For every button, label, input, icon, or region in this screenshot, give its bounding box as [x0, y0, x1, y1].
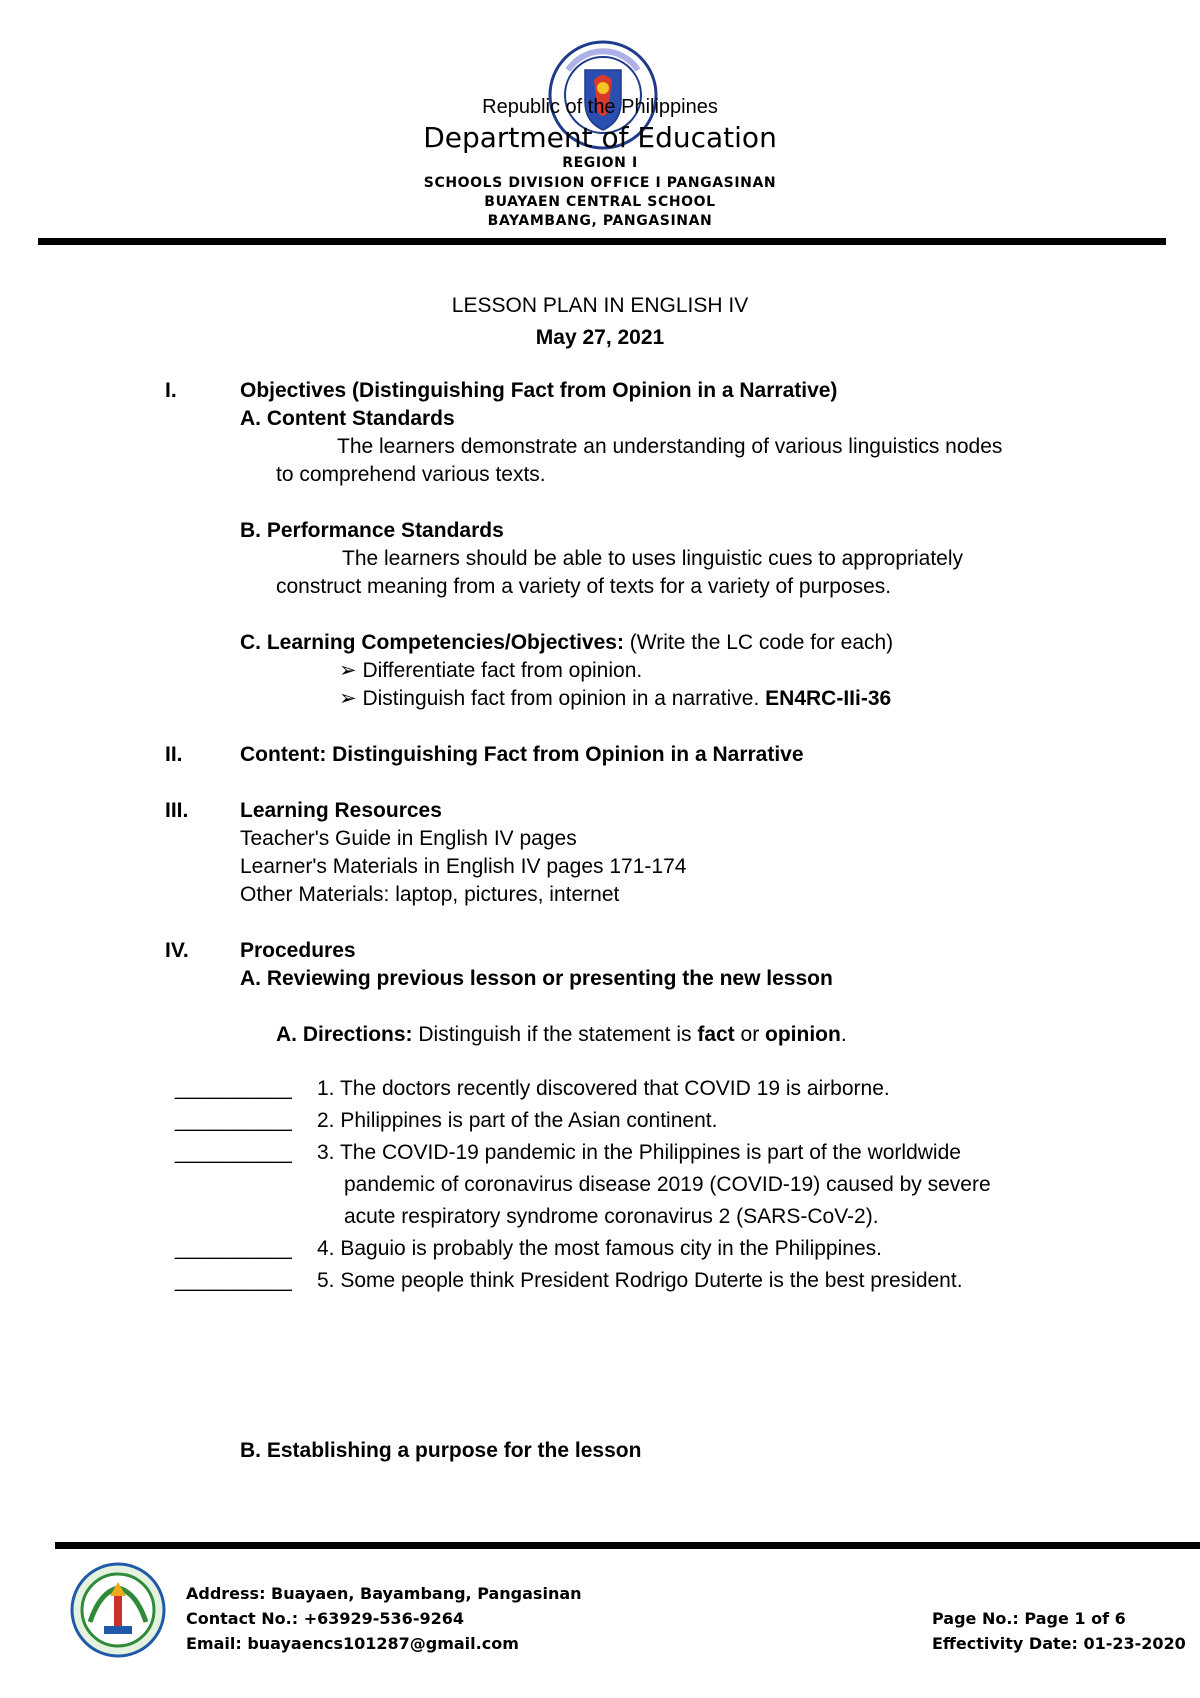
section-num-content: II. — [165, 743, 183, 766]
section-num-objectives: I. — [165, 379, 177, 402]
section-num-resources: III. — [165, 799, 189, 822]
directions-opinion: opinion — [765, 1023, 841, 1046]
exercise-item: 2. Philippines is part of the Asian continent. — [317, 1109, 718, 1132]
exercise-item: 1. The doctors recently discovered that COVID 19 is airborne. — [317, 1077, 890, 1100]
header-region: REGION I — [562, 155, 638, 171]
exercise-item: 4. Baguio is probably the most famous city in the Philippines. — [317, 1237, 882, 1260]
content-standards-line1: The learners demonstrate an understanding of various linguistics nodes — [337, 435, 1003, 458]
procedure-sub-a: A. Reviewing previous lesson or presenting the new lesson — [240, 967, 833, 990]
competency-text-1: Differentiate fact from opinion. — [362, 659, 643, 682]
competency-item-1 — [339, 657, 642, 685]
document-date: May 27, 2021 — [535, 326, 665, 349]
competencies-line — [240, 629, 893, 657]
footer-page-number: Page No.: Page 1 of 6 — [932, 1609, 1126, 1628]
directions-or: or — [734, 1023, 766, 1046]
header-divider — [38, 238, 1166, 245]
header-school: BUAYAEN CENTRAL SCHOOL — [484, 194, 716, 210]
competency-text-2: Distinguish fact from opinion in a narrative. — [362, 687, 766, 710]
arrow-bullet-icon: ➢ — [339, 687, 357, 710]
performance-standards-heading: B. Performance Standards — [240, 519, 504, 542]
exercise-item-cont: pandemic of coronavirus disease 2019 (COVID-19) caused by severe — [344, 1173, 991, 1196]
directions-text: Distinguish if the statement is — [412, 1023, 698, 1046]
header-division: SCHOOLS DIVISION OFFICE I PANGASINAN — [423, 175, 777, 191]
school-logo-icon — [70, 1562, 166, 1658]
competency-item-2 — [339, 685, 891, 713]
directions-period: . — [840, 1023, 847, 1046]
header-department: Department of Education — [423, 121, 777, 154]
footer-email[interactable]: Email: buayaencs101287@gmail.com — [186, 1634, 519, 1653]
section-heading-objectives: Objectives (Distinguishing Fact from Opinion in a Narrative) — [240, 379, 838, 402]
footer-divider — [55, 1542, 1200, 1549]
directions-line — [276, 1021, 847, 1049]
footer-effectivity-date: Effectivity Date: 01-23-2020 — [932, 1634, 1186, 1653]
competencies-heading: C. Learning Competencies/Objectives: — [240, 631, 624, 654]
competency-code: EN4RC-IIi-36 — [765, 687, 892, 710]
answer-blank: __________ — [175, 1237, 292, 1260]
directions-label: A. Directions: — [276, 1023, 413, 1046]
section-heading-procedures: Procedures — [240, 939, 356, 962]
answer-blank: __________ — [175, 1269, 292, 1292]
arrow-bullet-icon: ➢ — [339, 659, 357, 682]
resource-item: Teacher's Guide in English IV pages — [240, 827, 577, 850]
section-heading-resources: Learning Resources — [240, 799, 442, 822]
header-republic: Republic of the Philippines — [482, 96, 718, 118]
footer-contact: Contact No.: +63929-536-9264 — [186, 1609, 464, 1628]
footer-address: Address: Buayaen, Bayambang, Pangasinan — [186, 1584, 582, 1603]
exercise-item: 5. Some people think President Rodrigo Duterte is the best president. — [317, 1269, 963, 1292]
content-standards-line2: to comprehend various texts. — [276, 463, 546, 486]
resource-item: Other Materials: laptop, pictures, internet — [240, 883, 620, 906]
document-title: LESSON PLAN IN ENGLISH IV — [451, 294, 749, 317]
exercise-item-cont: acute respiratory syndrome coronavirus 2 (SARS-CoV-2). — [344, 1205, 879, 1228]
performance-standards-line2: construct meaning from a variety of texts for a variety of purposes. — [276, 575, 892, 598]
answer-blank: __________ — [175, 1141, 292, 1164]
exercise-item: 3. The COVID-19 pandemic in the Philippines is part of the worldwide — [317, 1141, 961, 1164]
section-heading-content: Content: Distinguishing Fact from Opinion in a Narrative — [240, 743, 804, 766]
competencies-note: (Write the LC code for each) — [623, 631, 894, 654]
section-num-procedures: IV. — [165, 939, 189, 962]
content-standards-heading: A. Content Standards — [240, 407, 455, 430]
answer-blank: __________ — [175, 1109, 292, 1132]
header-town: BAYAMBANG, PANGASINAN — [487, 213, 713, 229]
answer-blank: __________ — [175, 1077, 292, 1100]
directions-fact: fact — [697, 1023, 735, 1046]
performance-standards-line1: The learners should be able to uses linguistic cues to appropriately — [342, 547, 964, 570]
procedure-sub-b: B. Establishing a purpose for the lesson — [240, 1439, 642, 1462]
resource-item: Learner's Materials in English IV pages 171-174 — [240, 855, 687, 878]
